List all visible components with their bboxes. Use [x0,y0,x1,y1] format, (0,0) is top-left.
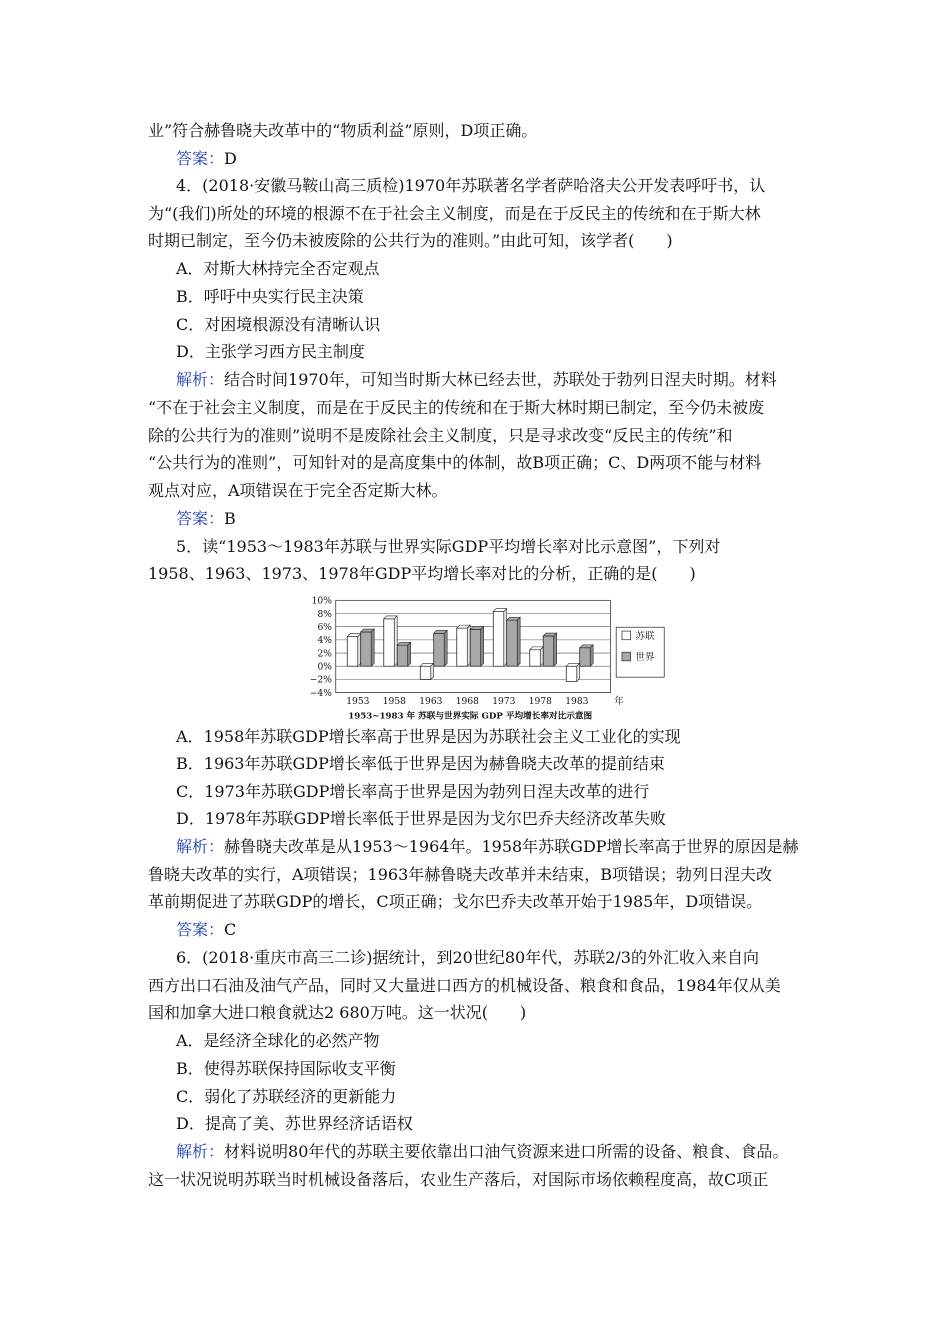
bar-ussr [384,619,395,666]
text-line [176,836,799,858]
x-tick-label: 1953 [346,697,370,708]
bar-side-face [577,663,580,681]
line-text: “不在于社会主义制度，而是在于反民主的传统和在于斯大林时期已制定，至今仍未被废 [148,398,765,417]
x-unit-label: 年 [614,696,624,708]
bar-side-face [481,626,484,666]
y-tick-label: 2% [317,649,332,660]
line-text: B．呼吁中央实行民主决策 [176,287,364,306]
line-text: 1958、1963、1973、1978年GDP平均增长率对比的分析，正确的是( ) [148,564,696,583]
y-tick-label: 10% [311,596,332,607]
text-line [148,397,764,419]
line-text: “公共行为的准则”，可知针对的是高度集中的体制，故B项正确；C、D两项不能与材料 [148,453,762,472]
bar-ussr [530,650,541,666]
text-line [176,175,765,197]
text-line [176,508,236,530]
text-line [148,480,448,502]
x-tick-label: 1958 [382,697,406,708]
chart-caption: 1953~1983 年 苏联与世界实际 GDP 平均增长率对比示意图 [348,711,593,722]
text-line [148,452,761,474]
line-text: C．1973年苏联GDP增长率高于世界是因为勃列日涅夫改革的进行 [176,782,650,801]
line-text: 业”符合赫鲁晓夫改革中的“物质利益”原则，D项正确。 [148,121,538,140]
y-tick-label: −2% [309,675,332,686]
line-text: 5．读“1953～1983年苏联与世界实际GDP平均增长率对比示意图”，下列对 [176,537,721,556]
text-line [176,947,759,969]
text-line [148,563,696,585]
bar-world [580,648,591,666]
text-line [148,864,772,886]
line-text: D．提高了美、苏世界经济话语权 [176,1114,413,1133]
line-text: C．对困境根源没有清晰认识 [176,315,381,334]
y-tick-label: −4% [309,688,332,699]
x-tick-label: 1983 [565,697,589,708]
bar-ussr [566,666,577,681]
text-line [176,148,237,170]
line-text: B [224,509,236,528]
line-text: A．是经济全球化的必然产物 [176,1031,380,1050]
bar-side-face [554,633,557,666]
line-label: 答案： [176,920,225,939]
text-line [148,1169,768,1191]
text-line [176,536,720,558]
line-text: 材料说明80年代的苏联主要依靠出口油气资源来进口所需的设备、粮食、食品。 [224,1142,789,1161]
bar-ussr [420,666,431,679]
text-line [176,919,236,941]
line-text: A．对斯大林持完全否定观点 [176,259,380,278]
text-line [148,230,673,252]
bar-ussr [493,612,504,667]
text-line [148,891,762,913]
line-text: 国和加拿大进口粮食就达2 680万吨。这一状况( ) [148,1003,527,1022]
text-line [176,341,365,363]
bar-world [470,629,481,666]
bar-ussr [347,637,358,667]
bar-world [397,645,408,666]
legend-swatch [622,652,631,661]
text-line [176,808,666,830]
bar-side-face [467,625,470,666]
bar-world [507,620,518,666]
line-label: 答案： [176,149,225,168]
bar-side-face [504,609,507,667]
line-text: D [224,149,237,168]
line-text: C [224,920,237,939]
text-line [176,1113,413,1135]
text-line [148,975,781,997]
line-text: D．1978年苏联GDP增长率低于世界是因为戈尔巴乔夫经济改革失败 [176,809,666,828]
text-line [176,781,649,803]
x-tick-label: 1963 [419,697,443,708]
bar-side-face [394,616,397,666]
legend-swatch [622,631,631,640]
bar-side-face [540,647,543,666]
bar-side-face [358,634,361,667]
text-line [176,1058,396,1080]
text-line [176,286,364,308]
line-text: 观点对应，A项错误在于完全否定斯大林。 [148,481,448,500]
line-text: 这一状况说明苏联当时机械设备落后，农业生产落后，对国际市场依赖程度高，故C项正 [148,1170,769,1189]
line-text: 结合时间1970年，可知当时斯大林已经去世，苏联处于勃列日涅夫时期。材料 [224,370,777,389]
line-text: 鲁晓夫改革的实行，A项错误；1963年赫鲁晓夫改革并未结束，B项错误；勃列日涅夫改 [148,865,773,884]
bar-side-face [444,630,447,666]
bar-world [361,632,372,666]
bar-world [543,636,554,666]
x-tick-label: 1973 [492,697,516,708]
text-line [176,1141,788,1163]
line-label: 解析： [176,837,225,856]
bar-side-face [431,663,434,679]
text-line [176,753,665,775]
bar-side-face [371,629,374,666]
y-tick-label: 6% [317,623,332,634]
gdp-growth-chart [305,590,655,725]
bar-side-face [590,645,593,666]
text-line [148,203,761,225]
y-tick-label: 4% [317,636,332,647]
bar-side-face [408,642,411,666]
line-text: 6．(2018·重庆市高三二诊)据统计，到20世纪80年代，苏联2/3的外汇收入来自向 [176,948,759,967]
line-label: 解析： [176,370,225,389]
line-text: 革前期促进了苏联GDP的增长，C项正确；戈尔巴乔夫改革开始于1985年，D项错误。 [148,892,763,911]
text-line [176,726,681,748]
line-text: C．弱化了苏联经济的更新能力 [176,1087,397,1106]
text-line [148,425,733,447]
bar-side-face [517,617,520,666]
y-tick-label: 0% [317,662,332,673]
legend-label: 世界 [635,651,655,663]
line-label: 解析： [176,1142,225,1161]
y-tick-label: 8% [317,609,332,620]
bar-ussr [457,628,468,666]
text-line [148,120,537,142]
line-text: 4．(2018·安徽马鞍山高三质检)1970年苏联著名学者萨哈洛夫公开发表呼吁书，认 [176,176,766,195]
line-text: 西方出口石油及油气产品，同时又大量进口西方的机械设备、粮食和食品，1984年仅从美 [148,976,781,995]
line-label: 答案： [176,509,225,528]
bar-world [434,633,445,666]
text-line [176,1030,380,1052]
line-text: D．主张学习西方民主制度 [176,342,365,361]
text-line [176,369,777,391]
line-text: B．1963年苏联GDP增长率低于世界是因为赫鲁晓夫改革的提前结束 [176,754,665,773]
legend-label: 苏联 [635,630,655,642]
line-text: 时期已制定，至今仍未被废除的公共行为的准则。”由此可知，该学者( ) [148,231,673,250]
text-line [176,314,380,336]
text-line [176,258,380,280]
line-text: A．1958年苏联GDP增长率高于世界是因为苏联社会主义工业化的实现 [176,727,681,746]
line-text: 除的公共行为的准则”说明不是废除社会主义制度，只是寻求改变“反民主的传统”和 [148,426,733,445]
x-tick-label: 1968 [455,697,479,708]
line-text: B．使得苏联保持国际收支平衡 [176,1059,396,1078]
chart-svg [305,590,670,725]
line-text: 为“(我们)所处的环境的根源不在于社会主义制度，而是在于反民主的传统和在于斯大林 [148,204,761,223]
text-line [148,1002,526,1024]
text-line [176,1086,396,1108]
x-tick-label: 1978 [528,697,552,708]
line-text: 赫鲁晓夫改革是从1953～1964年。1958年苏联GDP增长率高于世界的原因是赫 [224,837,799,856]
